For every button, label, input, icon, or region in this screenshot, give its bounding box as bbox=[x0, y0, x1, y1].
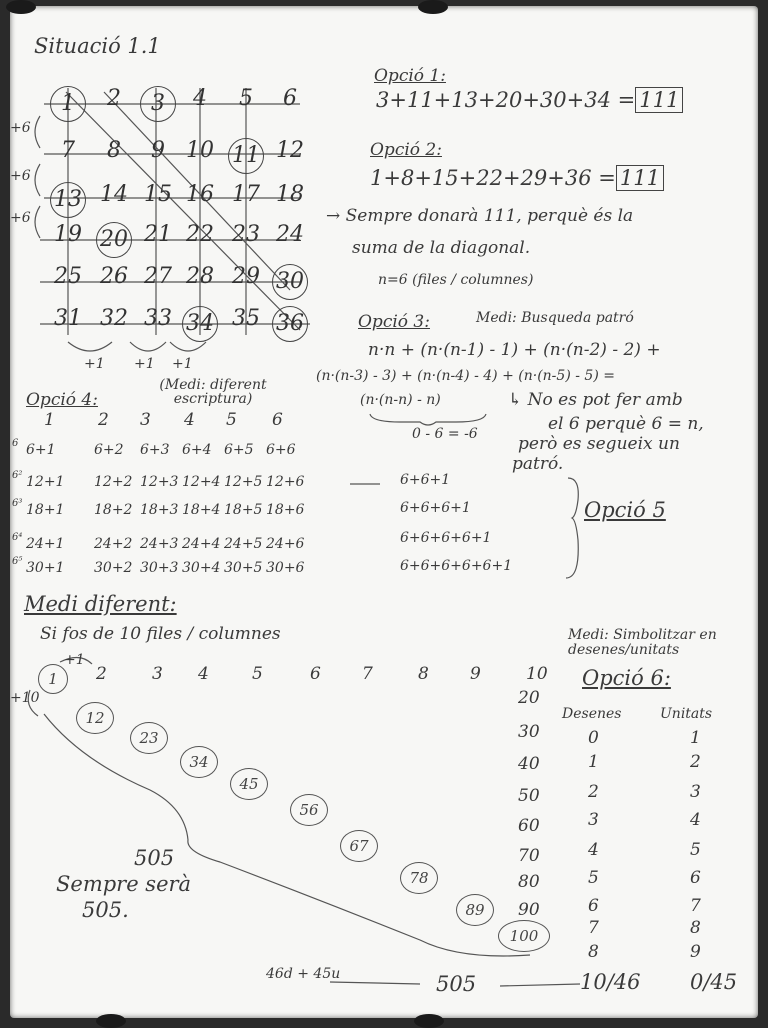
grid-cell: 26 bbox=[100, 264, 128, 289]
opcio6-unitats-cell: 4 bbox=[690, 810, 701, 830]
opcio6-desenes-cell: 2 bbox=[588, 782, 599, 802]
medi-top-cell: 6 bbox=[310, 664, 321, 684]
opcio6-unitats-header: Unitats bbox=[660, 706, 713, 722]
opcio4-header-cell: 2 bbox=[98, 410, 109, 430]
grid-cell: 10 bbox=[186, 138, 214, 163]
opcio4-cell: 30+1 bbox=[26, 560, 65, 576]
grid-cell: 12 bbox=[276, 138, 304, 163]
opcio1-result: 111 bbox=[635, 87, 683, 113]
opcio4-header-cell: 1 bbox=[44, 410, 55, 430]
medi-right-cell: 60 bbox=[518, 816, 540, 836]
opcio4-header-cell: 4 bbox=[184, 410, 195, 430]
page-title: Situació 1.1 bbox=[34, 34, 161, 58]
opcio6-unitats-cell: 2 bbox=[690, 752, 701, 772]
opcio4-side-label: 6³ bbox=[12, 498, 23, 509]
opcio3-medi: Medi: Busqueda patró bbox=[476, 310, 634, 326]
medi-right-cell: 40 bbox=[518, 754, 540, 774]
opcio6-desenes-cell: 4 bbox=[588, 840, 599, 860]
sempre-value: 505. bbox=[82, 898, 129, 922]
grid-cell: 27 bbox=[144, 264, 172, 289]
grid-cell: 32 bbox=[100, 306, 128, 331]
opcio5-line: 6+6+6+1 bbox=[400, 500, 471, 516]
note-line1: → Sempre donarà 111, perquè és la bbox=[326, 206, 634, 226]
opcio4-cell: 6+1 bbox=[26, 442, 56, 458]
grid-cell: 36 bbox=[272, 306, 308, 342]
opcio6-label: Opció 6: bbox=[582, 666, 671, 690]
opcio6-desenes-header: Desenes bbox=[562, 706, 622, 722]
opcio4-side-label: 6⁵ bbox=[12, 556, 23, 567]
opcio3-line5: però es segueix un bbox=[518, 434, 680, 454]
opcio4-cell: 12+5 bbox=[224, 474, 263, 490]
opcio4-cell: 24+6 bbox=[266, 536, 305, 552]
medi-top-cell: 5 bbox=[252, 664, 263, 684]
grid-cell: 15 bbox=[144, 182, 172, 207]
opcio4-cell: 12+1 bbox=[26, 474, 65, 490]
opcio4-side-label: 6² bbox=[12, 470, 23, 481]
opcio4-cell: 6+4 bbox=[182, 442, 212, 458]
medi-diagonal-cell: 12 bbox=[76, 702, 114, 734]
medi-right-cell: 30 bbox=[518, 722, 540, 742]
grid-cell: 16 bbox=[186, 182, 214, 207]
grid-cell: 6 bbox=[283, 86, 297, 111]
opcio4-cell: 18+5 bbox=[224, 502, 263, 518]
note-line2: suma de la diagonal. bbox=[352, 238, 531, 258]
opcio5-line: 6+6+6+6+6+1 bbox=[400, 558, 513, 574]
note-line3: n=6 (files / columnes) bbox=[378, 272, 534, 288]
medi-diagonal-cell: 89 bbox=[456, 894, 494, 926]
opcio4-cell: 18+4 bbox=[182, 502, 221, 518]
opcio6-unitats-cell: 9 bbox=[690, 942, 701, 962]
medi-side-plus: +10 bbox=[10, 690, 40, 706]
opcio5-label: Opció 5 bbox=[584, 498, 666, 522]
opcio6-desenes-cell: 1 bbox=[588, 752, 599, 772]
grid-cell: 7 bbox=[61, 138, 75, 163]
medi-right-cell: 20 bbox=[518, 688, 540, 708]
opcio4-cell: 24+3 bbox=[140, 536, 179, 552]
opcio6-desenes-cell: 8 bbox=[588, 942, 599, 962]
opcio6-desenes-cell: 3 bbox=[588, 810, 599, 830]
opcio4-cell: 6+6 bbox=[266, 442, 296, 458]
grid-cell: 30 bbox=[272, 264, 308, 300]
opcio5-line: 6+6+1 bbox=[400, 472, 451, 488]
opcio6-total-desenes: 10/46 bbox=[580, 970, 641, 994]
grid-cell: 28 bbox=[186, 264, 214, 289]
opcio4-cell: 6+3 bbox=[140, 442, 170, 458]
bottom-result: 505 bbox=[436, 972, 477, 996]
side-plus6-3: +6 bbox=[10, 210, 31, 226]
medi-top-cell: 3 bbox=[152, 664, 163, 684]
opcio6-unitats-cell: 1 bbox=[690, 728, 701, 748]
opcio4-cell: 6+2 bbox=[94, 442, 124, 458]
medi-top-cell: 2 bbox=[96, 664, 107, 684]
opcio4-cell: 12+3 bbox=[140, 474, 179, 490]
opcio4-cell: 12+4 bbox=[182, 474, 221, 490]
opcio3-line1: n·n + (n·(n-1) - 1) + (n·(n-2) - 2) + bbox=[368, 340, 661, 360]
medi-diagonal-cell: 56 bbox=[290, 794, 328, 826]
grid-cell: 25 bbox=[54, 264, 82, 289]
grid-cell: 2 bbox=[107, 86, 121, 111]
medi-diagonal-cell: 78 bbox=[400, 862, 438, 894]
opcio3-line2: (n·(n-3) - 3) + (n·(n-4) - 4) + (n·(n-5) - 5) = bbox=[316, 368, 615, 384]
bottom-plus1-3: +1 bbox=[172, 356, 193, 372]
sempre-text: Sempre serà bbox=[56, 872, 192, 896]
medi-right-cell: 50 bbox=[518, 786, 540, 806]
medi-diferent-subtitle: Si fos de 10 files / columnes bbox=[40, 624, 281, 644]
medi-diagonal-cell: 100 bbox=[498, 920, 550, 952]
medi-right-cell: 70 bbox=[518, 846, 540, 866]
grid-cell: 14 bbox=[100, 182, 128, 207]
medi-right-cell: 80 bbox=[518, 872, 540, 892]
opcio6-unitats-cell: 8 bbox=[690, 918, 701, 938]
opcio4-cell: 24+4 bbox=[182, 536, 221, 552]
grid-cell: 29 bbox=[232, 264, 260, 289]
opcio3-line4: 0 - 6 = -6 bbox=[412, 426, 478, 442]
opcio6-unitats-cell: 5 bbox=[690, 840, 701, 860]
opcio6-desenes-cell: 5 bbox=[588, 868, 599, 888]
medi-diagonal-cell: 45 bbox=[230, 768, 268, 800]
grid-cell: 19 bbox=[54, 222, 82, 247]
opcio4-cell: 24+1 bbox=[26, 536, 65, 552]
opcio3-line3: (n·(n-n) - n) bbox=[360, 392, 441, 408]
grid-cell: 1 bbox=[50, 86, 86, 122]
grid-cell: 3 bbox=[140, 86, 176, 122]
opcio6-unitats-cell: 3 bbox=[690, 782, 701, 802]
opcio6-unitats-cell: 6 bbox=[690, 868, 701, 888]
opcio3-label: Opció 3: bbox=[358, 312, 430, 332]
opcio4-side-label: 6⁴ bbox=[12, 532, 23, 543]
medi-top-cell: 4 bbox=[198, 664, 209, 684]
opcio4-cell: 12+2 bbox=[94, 474, 133, 490]
opcio4-cell: 18+3 bbox=[140, 502, 179, 518]
medi-top-plus: +1 bbox=[64, 652, 85, 668]
grid-cell: 33 bbox=[144, 306, 172, 331]
medi-top-cell: 9 bbox=[470, 664, 481, 684]
opcio4-cell: 30+6 bbox=[266, 560, 305, 576]
opcio2-result: 111 bbox=[616, 165, 664, 191]
opcio4-cell: 12+6 bbox=[266, 474, 305, 490]
medi-top-cell: 7 bbox=[362, 664, 373, 684]
bottom-plus1-2: +1 bbox=[134, 356, 155, 372]
opcio4-cell: 18+2 bbox=[94, 502, 133, 518]
grid-cell: 4 bbox=[193, 86, 207, 111]
grid-cell: 24 bbox=[276, 222, 304, 247]
grid-cell: 13 bbox=[50, 182, 86, 218]
grid-cell: 17 bbox=[232, 182, 260, 207]
opcio4-cell: 30+3 bbox=[140, 560, 179, 576]
opcio4-header-cell: 5 bbox=[226, 410, 237, 430]
opcio4-header-cell: 3 bbox=[140, 410, 151, 430]
opcio4-cell: 30+4 bbox=[182, 560, 221, 576]
opcio3-line6: patró. bbox=[512, 454, 564, 474]
medi-diagonal-cell: 67 bbox=[340, 830, 378, 862]
grid-cell: 20 bbox=[96, 222, 132, 258]
opcio4-cell: 30+5 bbox=[224, 560, 263, 576]
opcio5-line: 6+6+6+6+1 bbox=[400, 530, 492, 546]
opcio6-desenes-cell: 7 bbox=[588, 918, 599, 938]
grid-cell: 22 bbox=[186, 222, 214, 247]
opcio2-expression: 1+8+15+22+29+36 = 111 bbox=[370, 166, 664, 190]
opcio1-label: Opció 1: bbox=[374, 66, 446, 86]
opcio3-line3b: ↳ No es pot fer amb bbox=[508, 390, 683, 410]
opcio4-medi: (Medi: diferent escriptura) bbox=[159, 377, 267, 407]
opcio4-cell: 24+2 bbox=[94, 536, 133, 552]
medi-diagonal-cell: 23 bbox=[130, 722, 168, 754]
grid-cell: 21 bbox=[144, 222, 172, 247]
medi-diagonal-cell: 34 bbox=[180, 746, 218, 778]
opcio4-header-cell: 6 bbox=[272, 410, 283, 430]
medi-diferent-title: Medi diferent: bbox=[24, 592, 177, 616]
opcio6-desenes-cell: 0 bbox=[588, 728, 599, 748]
bottom-left-expr: 46d + 45u bbox=[266, 966, 341, 982]
opcio6-desenes-cell: 6 bbox=[588, 896, 599, 916]
grid-cell: 35 bbox=[232, 306, 260, 331]
bottom-plus1-1: +1 bbox=[84, 356, 105, 372]
opcio4-cell: 30+2 bbox=[94, 560, 133, 576]
medi-top-cell: 1 bbox=[38, 664, 68, 694]
opcio4-cell: 18+6 bbox=[266, 502, 305, 518]
opcio6-medi: Medi: Simbolitzar en desenes/unitats bbox=[568, 627, 717, 658]
grid-cell: 18 bbox=[276, 182, 304, 207]
medi-sum-value: 505 bbox=[134, 846, 175, 870]
opcio1-expression: 3+11+13+20+30+34 = 111 bbox=[376, 88, 683, 112]
opcio6-total-unitats: 0/45 bbox=[690, 970, 738, 994]
opcio4-cell: 6+5 bbox=[224, 442, 254, 458]
opcio6-unitats-cell: 7 bbox=[690, 896, 701, 916]
medi-top-cell: 10 bbox=[526, 664, 548, 684]
opcio4-cell: 24+5 bbox=[224, 536, 263, 552]
grid-cell: 23 bbox=[232, 222, 260, 247]
grid-cell: 8 bbox=[107, 138, 121, 163]
opcio4-side-label: 6 bbox=[12, 438, 19, 449]
side-plus6-1: +6 bbox=[10, 120, 31, 136]
opcio2-label: Opció 2: bbox=[370, 140, 442, 160]
grid-cell: 31 bbox=[54, 306, 82, 331]
medi-right-cell: 90 bbox=[518, 900, 540, 920]
grid-cell: 9 bbox=[151, 138, 165, 163]
opcio3-line4b: el 6 perquè 6 = n, bbox=[548, 414, 704, 434]
opcio4-cell: 18+1 bbox=[26, 502, 65, 518]
medi-top-cell: 8 bbox=[418, 664, 429, 684]
grid-cell: 34 bbox=[182, 306, 218, 342]
grid-cell: 11 bbox=[228, 138, 264, 174]
side-plus6-2: +6 bbox=[10, 168, 31, 184]
opcio4-label: Opció 4: bbox=[26, 390, 98, 410]
grid-cell: 5 bbox=[239, 86, 253, 111]
